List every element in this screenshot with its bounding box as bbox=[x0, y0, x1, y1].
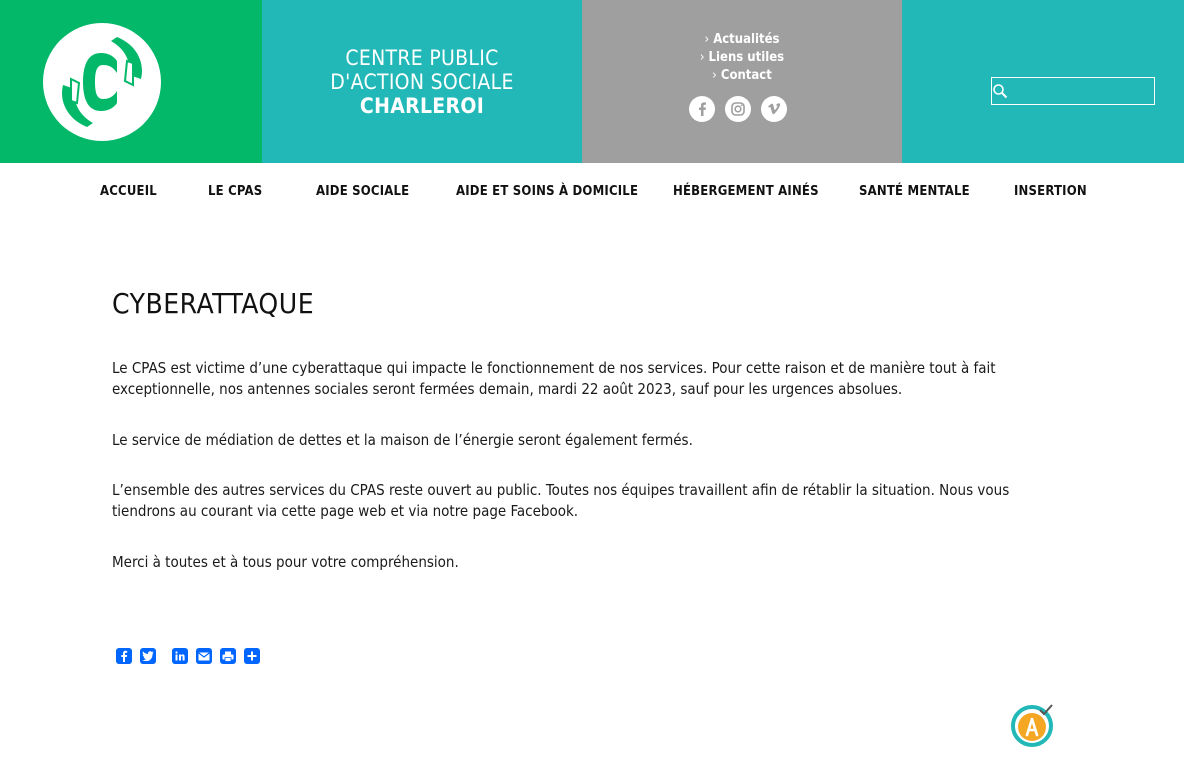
nav-item-le-cpas[interactable]: LE CPAS bbox=[208, 184, 263, 199]
chevron-right-icon: › bbox=[699, 50, 705, 65]
page-title: CYBERATTAQUE bbox=[112, 287, 315, 320]
search-block bbox=[902, 0, 1184, 163]
print-share-icon[interactable] bbox=[220, 648, 236, 664]
vimeo-icon[interactable] bbox=[761, 96, 787, 122]
nav-item-aide-sociale[interactable]: AIDE SOCIALE bbox=[316, 184, 410, 199]
chevron-right-icon: › bbox=[712, 68, 717, 83]
cpas-logo-icon[interactable] bbox=[43, 23, 161, 141]
article-paragraph-1: Le CPAS est victime d’une cyberattaque qui impacte le fonctionnement de nos services. Pour cette raison et de manière tout à fait exceptionnelle, nos antennes sociales seront fermées demain, mardi 22 août 2023, sauf pour les urgences absolues. bbox=[112, 359, 996, 398]
search-icon[interactable] bbox=[992, 78, 1008, 104]
chevron-right-icon: › bbox=[704, 32, 710, 47]
nav-item-hebergement-aines[interactable]: HÉBERGEMENT AINÉS bbox=[673, 184, 819, 199]
quick-link-liens-utiles[interactable] bbox=[582, 49, 902, 67]
nav-item-aide-et-soins[interactable]: AIDE ET SOINS À DOMICILE bbox=[456, 184, 639, 199]
site-header bbox=[0, 0, 1184, 163]
email-share-icon[interactable] bbox=[196, 648, 212, 664]
article-content bbox=[112, 285, 1032, 571]
accessibility-icon[interactable] bbox=[1010, 704, 1054, 748]
linkedin-share-icon[interactable] bbox=[172, 648, 188, 664]
share-buttons bbox=[116, 648, 260, 664]
logo-block[interactable] bbox=[0, 0, 262, 163]
quick-link-actualites[interactable] bbox=[582, 31, 902, 49]
nav-item-sante-mentale[interactable]: SANTÉ MENTALE bbox=[859, 184, 970, 199]
article-paragraph-3: L’ensemble des autres services du CPAS reste ouvert au public. Toutes nos équipes travaillent afin de rétablir la situation. Nous vous tiendrons au courant via cette page web et via notre page Facebook. bbox=[112, 481, 1010, 520]
quick-link-contact[interactable] bbox=[582, 67, 902, 85]
quick-links-block bbox=[582, 0, 902, 163]
instagram-icon[interactable] bbox=[725, 96, 751, 122]
quick-link-label: Actualités bbox=[713, 32, 780, 47]
site-title-line-1: CENTRE PUBLIC bbox=[345, 46, 499, 70]
more-share-icon[interactable] bbox=[244, 648, 260, 664]
search-box bbox=[991, 77, 1155, 105]
facebook-icon[interactable] bbox=[689, 96, 715, 122]
main-nav bbox=[0, 163, 1184, 221]
site-title-line-3: CHARLEROI bbox=[359, 94, 485, 118]
site-title-line-2: D'ACTION SOCIALE bbox=[330, 70, 514, 94]
twitter-share-icon[interactable] bbox=[140, 648, 156, 664]
site-title-block[interactable] bbox=[262, 0, 582, 163]
article-paragraph-4: Merci à toutes et à tous pour votre compréhension. bbox=[112, 553, 459, 571]
quick-link-label: Liens utiles bbox=[708, 50, 785, 65]
article-paragraph-2: Le service de médiation de dettes et la maison de l’énergie seront également fermés. bbox=[112, 431, 693, 449]
quick-link-label: Contact bbox=[720, 68, 772, 83]
facebook-share-icon[interactable] bbox=[116, 648, 132, 664]
social-links bbox=[574, 96, 902, 122]
search-input[interactable] bbox=[1008, 78, 1184, 104]
nav-item-insertion[interactable]: INSERTION bbox=[1014, 184, 1087, 199]
nav-item-accueil[interactable]: ACCUEIL bbox=[100, 184, 157, 199]
